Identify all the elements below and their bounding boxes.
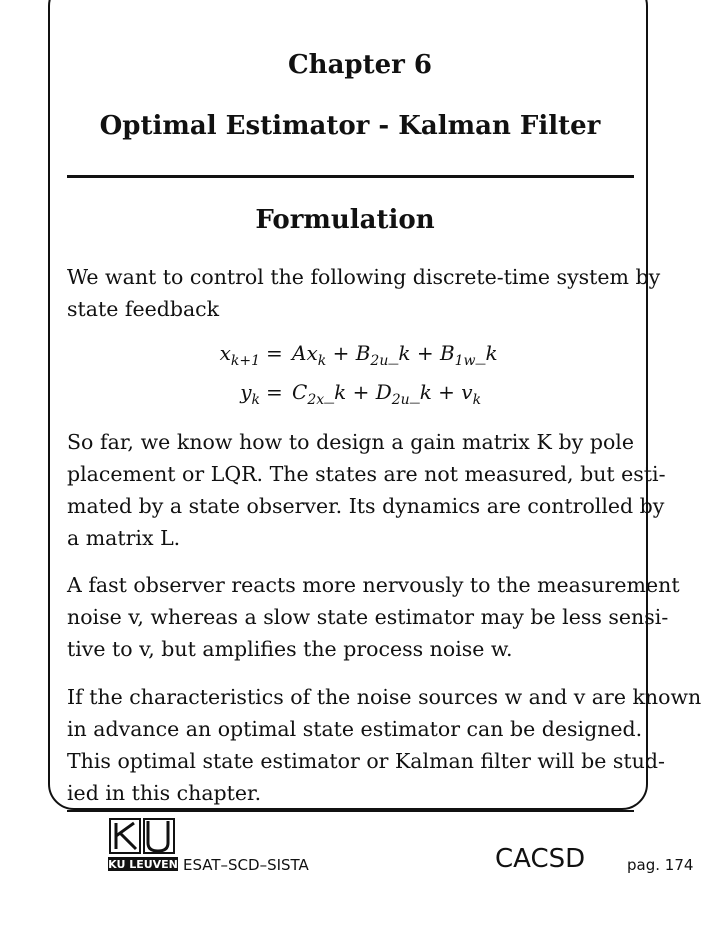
equation-rhs: $C_{2x}\_k$ + $D_{2u}\_k + v_k$ (292, 380, 482, 408)
text-line: A fast observer reacts more nervously to the measurement (67, 573, 680, 597)
equation-lhs: $y_k$ (240, 380, 260, 408)
chapter-title: Optimal Estimator - Kalman Filter (99, 111, 601, 141)
text-line: state feedback (67, 297, 220, 321)
text-line: tive to v, but amplifies the process noise w. (67, 637, 513, 661)
ku-leuven-logo (108, 817, 180, 873)
text-line: placement or LQR. The states are not measured, but esti- (67, 462, 666, 486)
equation-rhs: $Ax_k$ + $B_{2u}\_k$ + $B_{1w}\_k$ (292, 341, 498, 369)
equation-operator: = (266, 380, 283, 404)
observer-paragraph (67, 569, 680, 665)
svg-text:KU LEUVEN: KU LEUVEN (108, 858, 178, 871)
text-line: So far, we know how to design a gain matrix K by pole (67, 430, 634, 454)
chapter-heading: Chapter 6 (287, 50, 432, 80)
equation-lhs: $x_{k+1}$ (219, 341, 260, 369)
text-line: This optimal state estimator or Kalman filter will be stud- (67, 749, 665, 773)
page-number: pag. 174 (627, 856, 694, 874)
text-line: ied in this chapter. (67, 781, 262, 805)
equation-operator: = (266, 341, 283, 365)
text-line: We want to control the following discrete-time system by (67, 265, 661, 289)
text-line: a matrix L. (67, 526, 181, 550)
title-divider (67, 175, 634, 178)
footer-organization: ESAT–SCD–SISTA (183, 856, 309, 874)
section-title: Formulation (255, 205, 435, 235)
kalman-paragraph (67, 681, 702, 809)
footer-course: CACSD (495, 844, 586, 874)
footer-divider (67, 810, 634, 812)
design-paragraph (67, 426, 666, 554)
text-line: mated by a state observer. Its dynamics are controlled by (67, 494, 665, 518)
text-line: noise v, whereas a slow state estimator may be less sensi- (67, 605, 669, 629)
text-line: in advance an optimal state estimator can be designed. (67, 717, 643, 741)
text-line: If the characteristics of the noise sources w and v are known (67, 685, 702, 709)
intro-paragraph (67, 261, 661, 325)
